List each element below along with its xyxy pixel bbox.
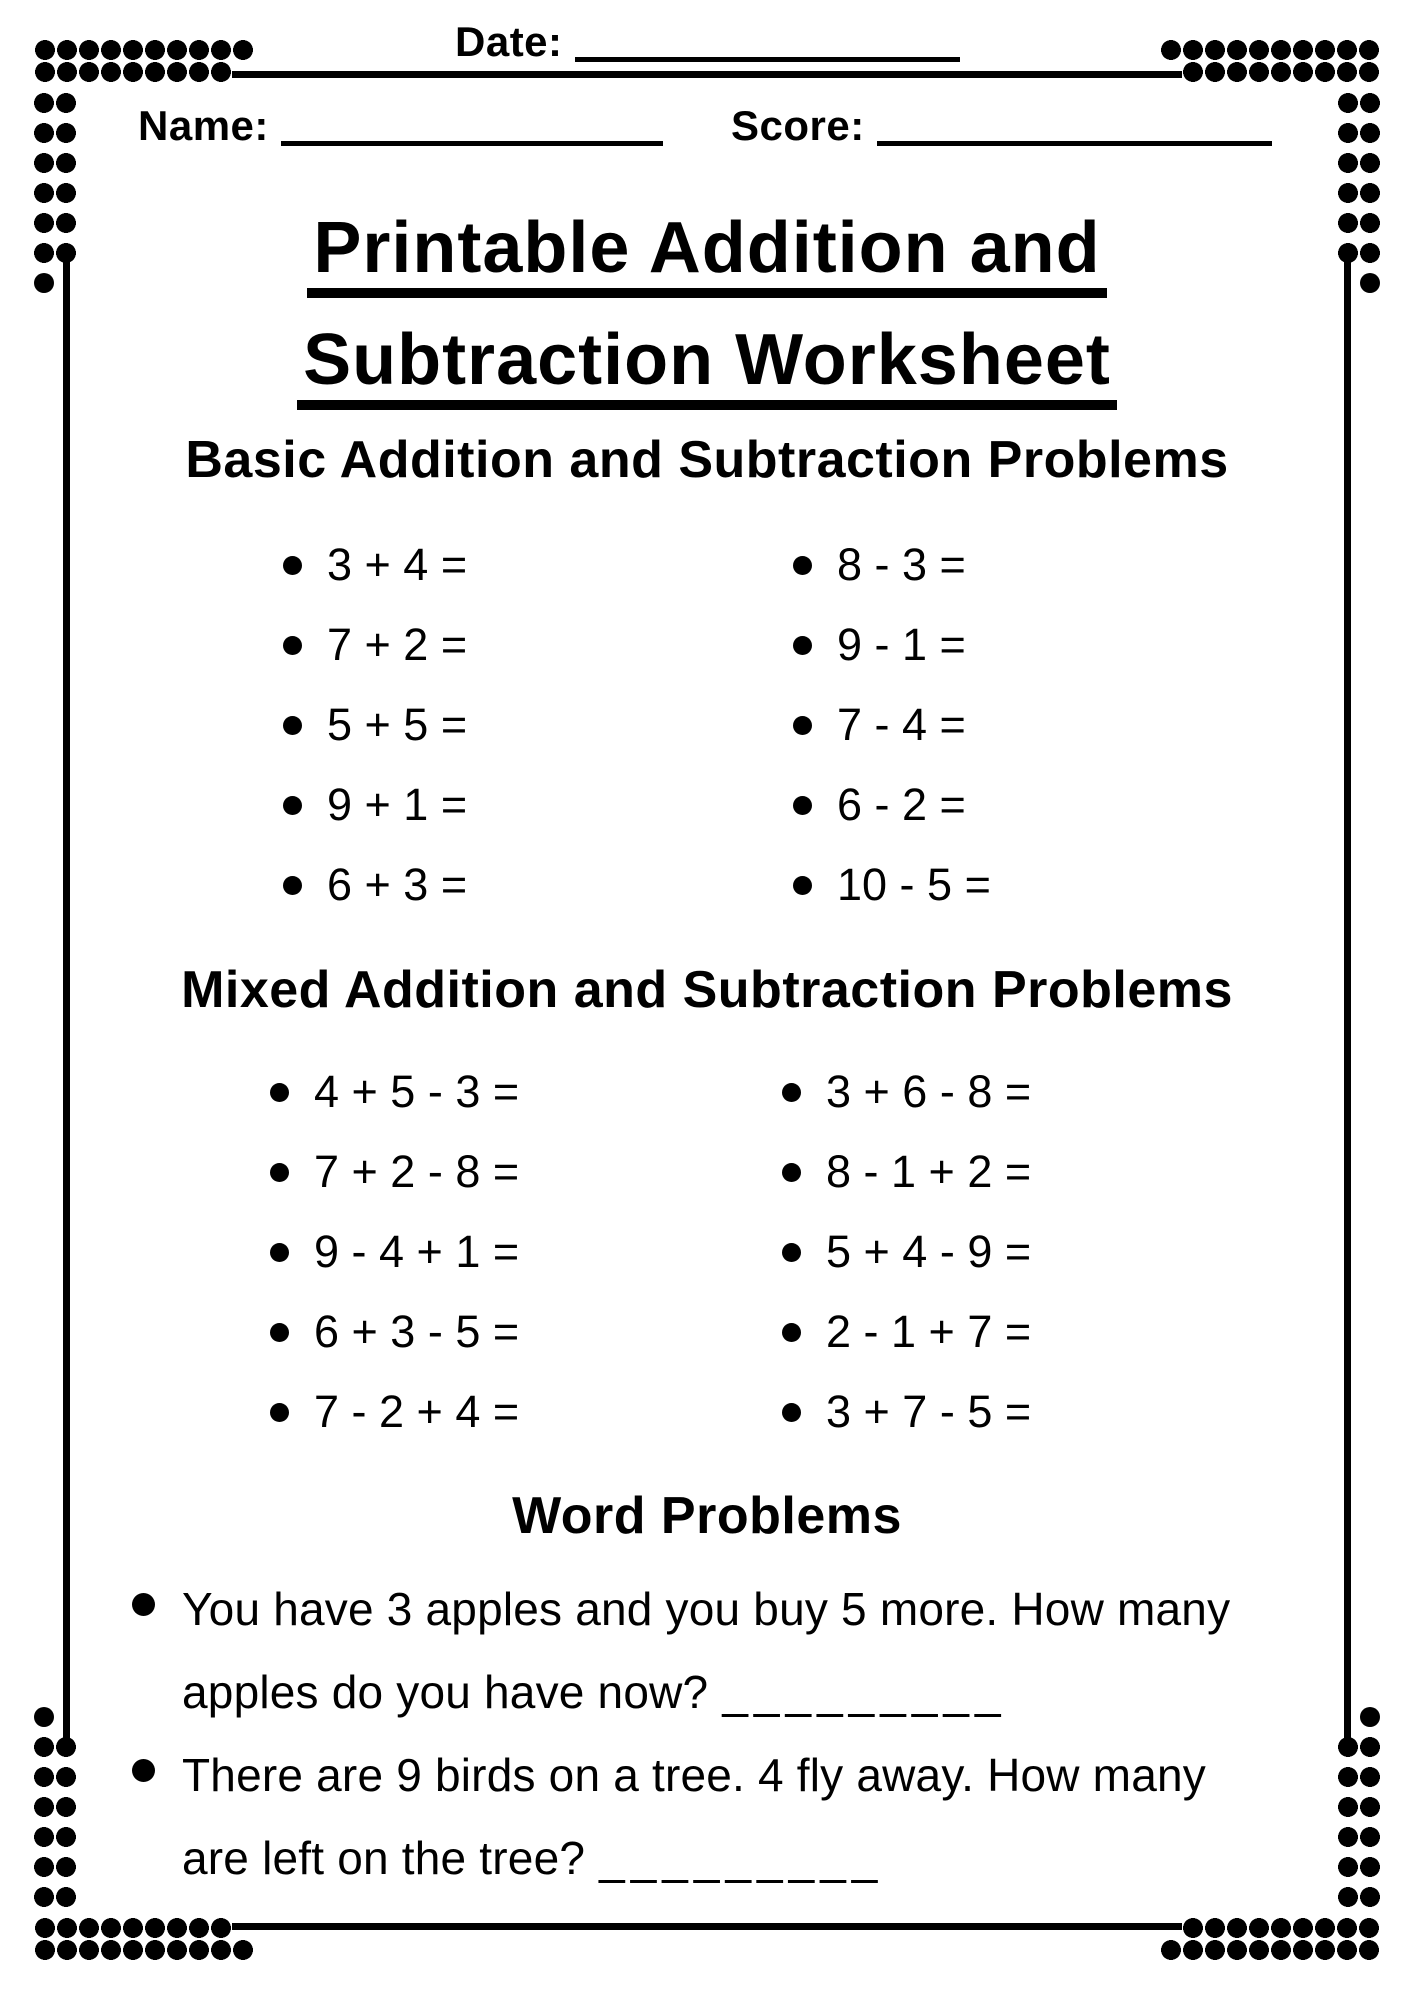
- problem-text: 9 - 1 =: [837, 619, 966, 670]
- basic-problem-left-2: [283, 619, 793, 671]
- bullet-icon: [782, 1323, 801, 1342]
- border-dots-bottom-right-col-inner: [1338, 1732, 1358, 1912]
- problem-text: 6 - 2 =: [837, 779, 966, 830]
- mixed-problem-left-5: [270, 1386, 782, 1438]
- basic-problem-right-1: [793, 539, 991, 591]
- bullet-icon: [283, 796, 302, 815]
- mixed-problem-right-3: [782, 1226, 1031, 1278]
- border-dot-bottom-right-single: [1360, 1707, 1380, 1727]
- border-dots-bottom-left-row-inner: [34, 1918, 232, 1938]
- border-dots-bottom-left-col-inner: [56, 1732, 76, 1912]
- basic-problem-left-1: [283, 539, 793, 591]
- problem-text: 5 + 5 =: [327, 699, 468, 750]
- bullet-icon: [283, 556, 302, 575]
- bullet-icon: [793, 796, 812, 815]
- border-line-bottom: [232, 1923, 1182, 1930]
- basic-problem-left-3: [283, 699, 793, 751]
- word-problem-1-line-2: apples do you have now?: [182, 1666, 709, 1718]
- basic-problem-right-5: [793, 859, 991, 911]
- name-blank[interactable]: [281, 106, 663, 146]
- mixed-problem-left-2: [270, 1146, 782, 1198]
- basic-problem-right-4: [793, 779, 991, 831]
- problem-text: 10 - 5 =: [837, 859, 991, 910]
- border-dot-bottom-left-single: [34, 1707, 54, 1727]
- border-dots-bottom-left-row-outer: [34, 1940, 254, 1960]
- word-problem-1-line-1: You have 3 apples and you buy 5 more. How many: [182, 1583, 1231, 1635]
- problem-text: 3 + 7 - 5 =: [826, 1386, 1032, 1437]
- bullet-icon: [270, 1403, 289, 1422]
- word-problem-2-line-1: There are 9 birds on a tree. 4 fly away. How many: [182, 1749, 1206, 1801]
- bullet-icon: [283, 636, 302, 655]
- section-heading-word: Word Problems: [512, 1487, 902, 1545]
- section-heading-mixed: Mixed Addition and Subtraction Problems: [181, 961, 1233, 1019]
- bullet-icon: [782, 1083, 801, 1102]
- bullet-icon: [132, 1759, 155, 1782]
- mixed-problem-right-1: [782, 1066, 1031, 1118]
- mixed-problems-list: [270, 1052, 1031, 1452]
- problem-text: 8 - 1 + 2 =: [826, 1146, 1032, 1197]
- mixed-problem-left-4: [270, 1306, 782, 1358]
- word-problem-2-line-2: are left on the tree?: [182, 1832, 586, 1884]
- basic-problem-right-2: [793, 619, 991, 671]
- word-problem-2: [120, 1734, 1330, 1900]
- worksheet-title: [0, 192, 1414, 416]
- problem-text: 7 - 2 + 4 =: [314, 1386, 520, 1437]
- name-label: Name:: [138, 102, 269, 149]
- problem-text: 9 + 1 =: [327, 779, 468, 830]
- date-label: Date:: [455, 18, 563, 65]
- score-blank[interactable]: [877, 106, 1272, 146]
- word-problem-1: [120, 1568, 1330, 1734]
- bullet-icon: [132, 1593, 155, 1616]
- bullet-icon: [270, 1083, 289, 1102]
- border-dots-top-right-row-inner: [1182, 62, 1380, 82]
- section-heading-basic: Basic Addition and Subtraction Problems: [185, 431, 1229, 489]
- mixed-problem-right-4: [782, 1306, 1031, 1358]
- mixed-problem-left-1: [270, 1066, 782, 1118]
- problem-text: 7 + 2 =: [327, 619, 468, 670]
- basic-problem-left-4: [283, 779, 793, 831]
- score-label: Score:: [731, 102, 865, 149]
- problem-text: 3 + 6 - 8 =: [826, 1066, 1032, 1117]
- title-line-1: Printable Addition and: [307, 208, 1106, 298]
- problem-text: 2 - 1 + 7 =: [826, 1306, 1032, 1357]
- word-problem-text: [182, 1568, 1230, 1734]
- bullet-icon: [283, 876, 302, 895]
- problem-text: 5 + 4 - 9 =: [826, 1226, 1032, 1277]
- bullet-icon: [793, 636, 812, 655]
- border-dots-bottom-left-col-outer: [34, 1732, 54, 1912]
- bullet-icon: [793, 556, 812, 575]
- date-field: [455, 16, 960, 66]
- date-blank[interactable]: [575, 22, 960, 62]
- problem-text: 3 + 4 =: [327, 539, 468, 590]
- score-field: [731, 100, 1272, 150]
- bullet-icon: [793, 716, 812, 735]
- title-line-2: Subtraction Worksheet: [297, 320, 1117, 410]
- problem-text: 6 + 3 =: [327, 859, 468, 910]
- bullet-icon: [782, 1163, 801, 1182]
- problem-text: 6 + 3 - 5 =: [314, 1306, 520, 1357]
- bullet-icon: [283, 716, 302, 735]
- border-dots-top-left-row-outer: [34, 40, 254, 60]
- word-problem-2-answer-blank[interactable]: _________: [599, 1832, 884, 1884]
- bullet-icon: [793, 876, 812, 895]
- bullet-icon: [270, 1323, 289, 1342]
- bullet-icon: [782, 1403, 801, 1422]
- name-field: [138, 100, 663, 150]
- word-problems-list: [120, 1568, 1330, 1900]
- border-dots-top-left-row-inner: [34, 62, 232, 82]
- word-problem-text: [182, 1734, 1206, 1900]
- basic-problem-right-3: [793, 699, 991, 751]
- bullet-icon: [270, 1163, 289, 1182]
- problem-text: 8 - 3 =: [837, 539, 966, 590]
- border-line-top: [232, 71, 1182, 78]
- bullet-icon: [270, 1243, 289, 1262]
- border-dots-top-right-row-outer: [1160, 40, 1380, 60]
- word-problem-1-answer-blank[interactable]: _________: [722, 1666, 1007, 1718]
- mixed-problem-right-5: [782, 1386, 1031, 1438]
- bullet-icon: [782, 1243, 801, 1262]
- mixed-problem-left-3: [270, 1226, 782, 1278]
- problem-text: 4 + 5 - 3 =: [314, 1066, 520, 1117]
- mixed-problem-right-2: [782, 1146, 1031, 1198]
- border-dots-bottom-right-col-outer: [1360, 1732, 1380, 1912]
- border-dots-bottom-right-row-outer: [1160, 1940, 1380, 1960]
- border-dots-bottom-right-row-inner: [1182, 1918, 1380, 1938]
- basic-problems-list: [283, 525, 991, 925]
- problem-text: 9 - 4 + 1 =: [314, 1226, 520, 1277]
- problem-text: 7 - 4 =: [837, 699, 966, 750]
- basic-problem-left-5: [283, 859, 793, 911]
- problem-text: 7 + 2 - 8 =: [314, 1146, 520, 1197]
